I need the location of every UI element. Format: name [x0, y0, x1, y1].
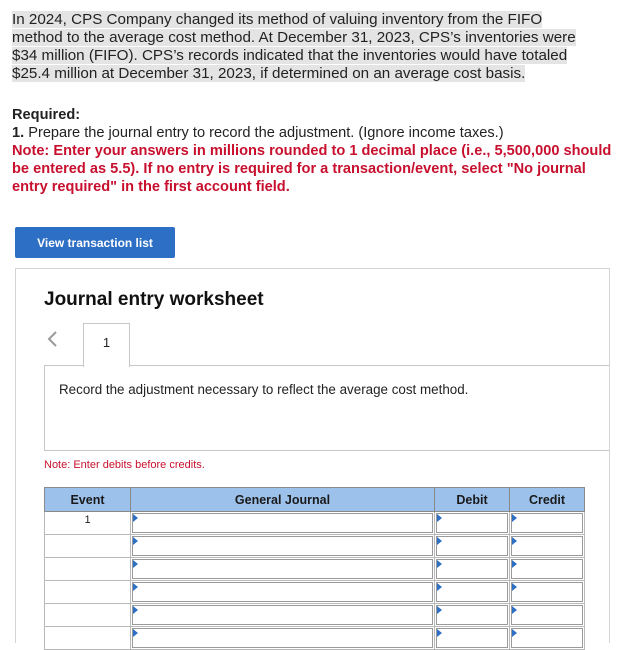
account-cell[interactable]: [131, 627, 435, 650]
debit-input[interactable]: [436, 628, 508, 648]
credit-cell[interactable]: [510, 604, 585, 627]
worksheet-title: Journal entry worksheet: [44, 289, 264, 310]
table-row: [45, 512, 585, 535]
event-cell: [45, 627, 131, 650]
table-row: [45, 581, 585, 604]
table-row: [45, 558, 585, 581]
credit-cell[interactable]: [510, 535, 585, 558]
table-row: [45, 535, 585, 558]
journal-table: [44, 487, 585, 650]
debit-cell[interactable]: [435, 604, 510, 627]
required-section: [12, 106, 612, 196]
view-transaction-list-button[interactable]: View transaction list: [15, 227, 175, 258]
debit-cell[interactable]: [435, 558, 510, 581]
debit-input[interactable]: [436, 559, 508, 579]
event-cell: [45, 581, 131, 604]
event-cell: [45, 535, 131, 558]
journal-header-row: [45, 488, 585, 512]
credit-input[interactable]: [511, 559, 583, 579]
event-cell: [45, 604, 131, 627]
tab-entry-1[interactable]: 1: [83, 323, 130, 367]
debit-cell[interactable]: [435, 581, 510, 604]
entry-description: Record the adjustment necessary to reflect the average cost method.: [59, 382, 469, 397]
col-credit: Credit: [510, 488, 585, 512]
instruction-text: 1. Prepare the journal entry to record the adjustment. (Ignore income taxes.): [12, 125, 504, 141]
table-row: [45, 604, 585, 627]
debit-cell[interactable]: [435, 535, 510, 558]
account-cell[interactable]: [131, 581, 435, 604]
entry-description-box: [44, 365, 609, 451]
table-row: [45, 627, 585, 650]
credit-cell[interactable]: [510, 558, 585, 581]
account-dropdown[interactable]: [132, 536, 433, 556]
debit-input[interactable]: [436, 513, 508, 533]
credit-cell[interactable]: [510, 581, 585, 604]
col-event: Event: [45, 488, 131, 512]
instruction-body: Prepare the journal entry to record the adjustment. (Ignore income taxes.): [24, 125, 504, 141]
account-dropdown[interactable]: [132, 628, 433, 648]
chevron-left-icon[interactable]: [45, 329, 61, 349]
account-cell[interactable]: [131, 535, 435, 558]
credit-cell[interactable]: [510, 627, 585, 650]
debit-input[interactable]: [436, 536, 508, 556]
event-cell: [45, 558, 131, 581]
debit-input[interactable]: [436, 582, 508, 602]
debit-input[interactable]: [436, 605, 508, 625]
event-cell: 1: [45, 512, 131, 535]
account-cell[interactable]: [131, 604, 435, 627]
col-debit: Debit: [435, 488, 510, 512]
required-label: Required:: [12, 107, 81, 123]
account-cell[interactable]: [131, 558, 435, 581]
account-dropdown[interactable]: [132, 559, 433, 579]
credit-input[interactable]: [511, 582, 583, 602]
credit-input[interactable]: [511, 536, 583, 556]
credit-input[interactable]: [511, 628, 583, 648]
col-general-journal: General Journal: [131, 488, 435, 512]
credit-cell[interactable]: [510, 512, 585, 535]
account-dropdown[interactable]: [132, 513, 433, 533]
account-dropdown[interactable]: [132, 605, 433, 625]
account-cell[interactable]: [131, 512, 435, 535]
account-dropdown[interactable]: [132, 582, 433, 602]
debit-cell[interactable]: [435, 512, 510, 535]
answer-note: Note: Enter your answers in millions rounded to 1 decimal place (i.e., 5,500,000 should be entered as 5.5). If no entry is required for a transaction/event, select "No journal entry required" in the first account field.: [12, 143, 612, 195]
problem-intro: In 2024, CPS Company changed its method of valuing inventory from the FIFO method to the average cost method. At December 31, 2023, CPS’s inventories were $34 million (FIFO). CPS’s records indicated that the inventories would have totaled $25.4 million at December 31, 2023, if determined on an average cost basis.: [12, 11, 576, 82]
debit-cell[interactable]: [435, 627, 510, 650]
credit-input[interactable]: [511, 513, 583, 533]
credit-input[interactable]: [511, 605, 583, 625]
debit-credit-note: Note: Enter debits before credits.: [44, 459, 205, 471]
